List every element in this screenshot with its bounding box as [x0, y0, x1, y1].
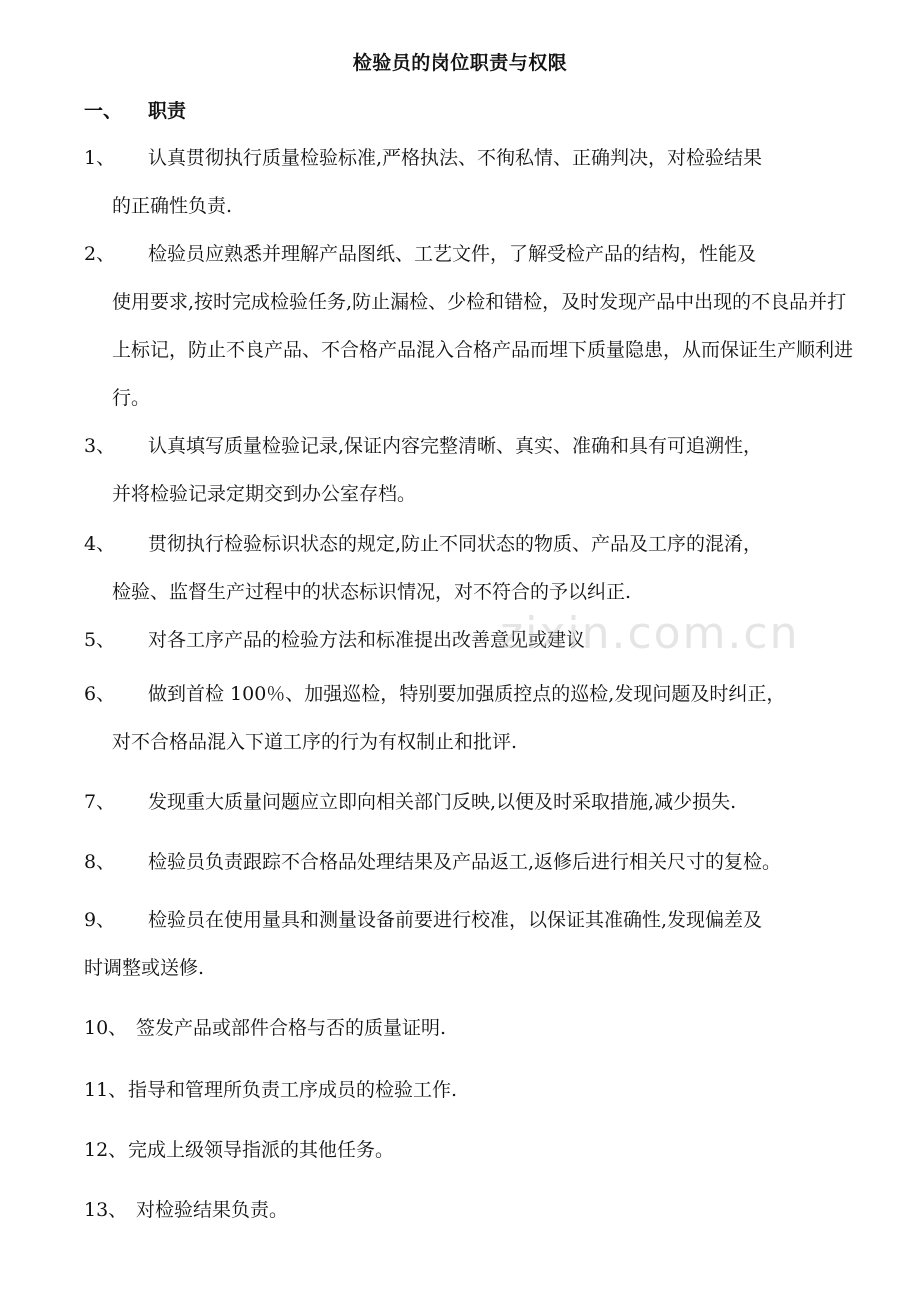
list-item — [84, 778, 864, 826]
list-item — [84, 1186, 864, 1234]
list-item — [84, 838, 864, 886]
item-text: 完成上级领导指派的其他任务。 — [128, 1139, 395, 1161]
item-text: 认真填写质量检验记录,保证内容完整清晰、真实、准确和具有可追溯性， — [148, 435, 763, 457]
item-number: 3、 — [84, 435, 116, 457]
section-label: 职责 — [148, 100, 187, 122]
item-text-continued: 并将检验记录定期交到办公室存档。 — [112, 483, 417, 505]
item-text: 认真贯彻执行质量检验标准,严格执法、不徇私情、正确判决，对检验结果 — [148, 147, 763, 169]
item-text: 检验员负责跟踪不合格品处理结果及产品返工,返修后进行相关尺寸的复检。 — [148, 851, 782, 873]
item-text: 贯彻执行检验标识状态的规定,防止不同状态的物质、产品及工序的混淆， — [148, 533, 763, 555]
item-text-continued: 使用要求,按时完成检验任务,防止漏检、少检和错检，及时发现产品中出现的不良品并打上标记，防止不良产品、不合格产品混入合格产品而埋下质量隐患，从而保证生产顺利进行。 — [112, 291, 854, 409]
list-item — [84, 1066, 864, 1114]
list-item — [84, 896, 864, 992]
list-item — [84, 134, 864, 230]
item-text: 做到首检 100％、加强巡检，特别要加强质控点的巡检,发现问题及时纠正， — [148, 683, 786, 705]
list-item — [84, 422, 864, 518]
item-text: 对检验结果负责。 — [136, 1199, 289, 1221]
item-text: 指导和管理所负责工序成员的检验工作. — [128, 1079, 458, 1101]
document-title: 检验员的岗位职责与权限 — [352, 52, 568, 74]
item-number: 12、 — [84, 1139, 128, 1161]
item-text-continued: 时调整或送修. — [84, 957, 205, 979]
item-number: 7、 — [84, 791, 116, 813]
list-item — [84, 670, 864, 766]
watermark: zixin.com.cn — [500, 608, 800, 659]
item-number: 6、 — [84, 683, 116, 705]
item-text: 签发产品或部件合格与否的质量证明. — [136, 1017, 447, 1039]
list-item — [84, 230, 864, 422]
section-number: 一、 — [84, 100, 123, 122]
list-item — [84, 520, 864, 616]
item-text: 检验员应熟悉并理解产品图纸、工艺文件，了解受检产品的结构，性能及 — [148, 243, 757, 265]
item-text-continued: 的正确性负责. — [112, 195, 233, 217]
item-text: 发现重大质量问题应立即向相关部门反映,以便及时采取措施,减少损失. — [148, 791, 737, 813]
list-item — [84, 1126, 864, 1174]
item-number: 11、 — [84, 1079, 128, 1101]
item-number: 1、 — [84, 147, 116, 169]
item-number: 4、 — [84, 533, 116, 555]
item-number: 8、 — [84, 851, 116, 873]
list-item — [84, 1004, 864, 1052]
item-text-continued: 检验、监督生产过程中的状态标识情况，对不符合的予以纠正. — [112, 581, 632, 603]
item-text-continued: 对不合格品混入下道工序的行为有权制止和批评. — [112, 731, 518, 753]
item-number: 9、 — [84, 909, 116, 931]
item-number: 13、 — [84, 1199, 128, 1221]
item-text: 检验员在使用量具和测量设备前要进行校准，以保证其准确性,发现偏差及 — [148, 909, 763, 931]
item-number: 10、 — [84, 1017, 128, 1039]
item-number: 2、 — [84, 243, 116, 265]
item-text: 对各工序产品的检验方法和标准提出改善意见或建议 — [148, 629, 586, 651]
section-heading — [84, 96, 186, 123]
item-number: 5、 — [84, 629, 116, 651]
